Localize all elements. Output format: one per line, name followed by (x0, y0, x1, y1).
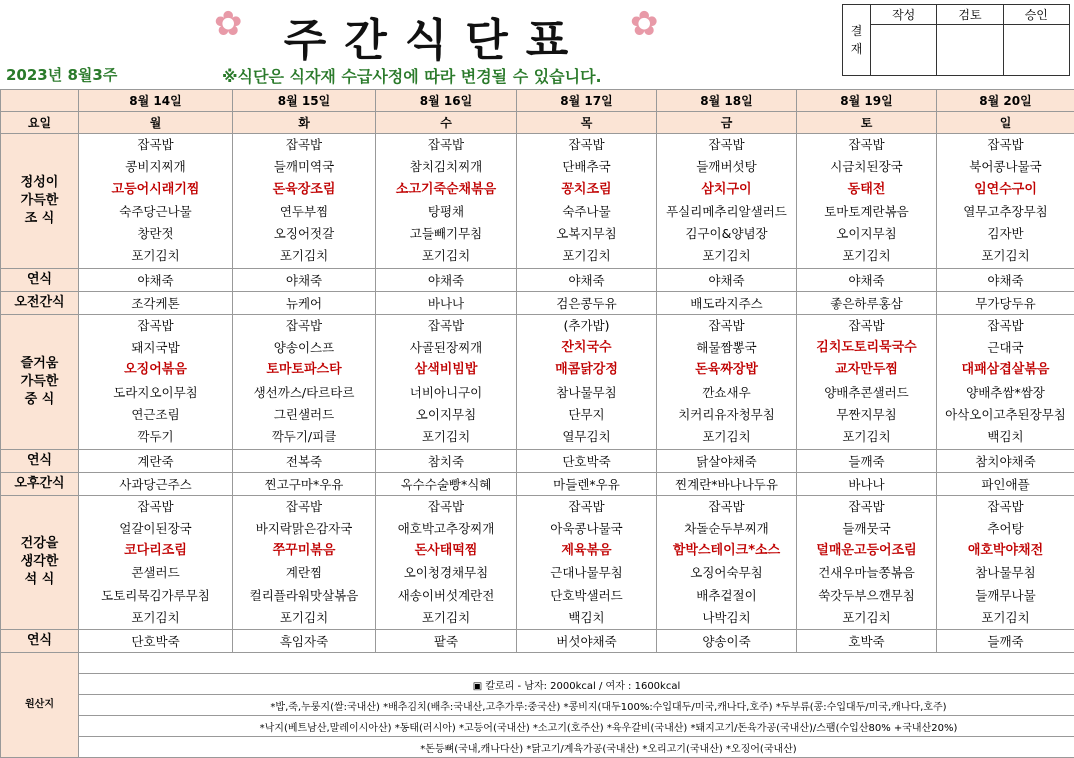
menu-item: 매콤닭강정 (517, 359, 656, 381)
menu-item: 꽁치조림 (517, 179, 656, 201)
menu-item: 김구이&양념장 (657, 223, 796, 245)
menu-item: 포기김치 (233, 607, 375, 629)
menu-item: 근대국 (937, 337, 1074, 359)
cherry-blossom-icon: ✿ (214, 4, 243, 44)
pm-snack-cell: 옥수수술빵*식혜 (376, 472, 517, 495)
breakfast-cell (937, 134, 1074, 269)
menu-item: 깐쇼새우 (657, 382, 796, 404)
meal-label (1, 134, 79, 269)
menu-item: 잡곡밥 (517, 134, 656, 156)
menu-item: 깍두기/피클 (233, 426, 375, 448)
menu-item: 들깨뭇국 (797, 518, 936, 540)
menu-item: 포기김치 (657, 245, 796, 267)
menu-item: 애호박고추장찌개 (376, 518, 516, 540)
date-cell: 8월 20일 (937, 90, 1074, 112)
menu-item: 잡곡밥 (376, 134, 516, 156)
menu-item: 고등어시래기찜 (79, 179, 232, 201)
origin-info: *돈등뼈(국내,캐나다산) *닭고기/계육가공(국내산) *오리고기(국내산) *오징어(국내산) (79, 737, 1074, 758)
menu-item: 깍두기 (79, 426, 232, 448)
menu-item: 들깨버섯탕 (657, 156, 796, 178)
menu-item: 고들빼기무침 (376, 223, 516, 245)
origin-label: 원산지 (1, 653, 79, 758)
menu-item: 근대나물무침 (517, 562, 656, 584)
weekday-label: 요일 (1, 112, 79, 134)
cherry-blossom-icon: ✿ (630, 4, 659, 44)
menu-item: 토마토계란볶음 (797, 201, 936, 223)
menu-item: 삼치구이 (657, 179, 796, 201)
porridge-night-cell: 버섯야채죽 (517, 630, 657, 653)
am-snack-row (1, 291, 1074, 314)
porridge-am-cell: 야채죽 (233, 268, 376, 291)
weekday-cell: 목 (517, 112, 657, 134)
menu-item: 북어콩나물국 (937, 156, 1074, 178)
menu-item: 포기김치 (937, 245, 1074, 267)
am-snack-cell: 바나나 (376, 291, 517, 314)
menu-item: 열무고추장무침 (937, 201, 1074, 223)
pm-snack-cell: 파인애플 (937, 472, 1074, 495)
menu-item: 오이청경채무침 (376, 562, 516, 584)
weekday-cell: 일 (937, 112, 1074, 134)
breakfast-cell (657, 134, 797, 269)
pm-snack-row (1, 472, 1074, 495)
dinner-cell (937, 495, 1074, 630)
porridge-night-cell: 호박죽 (797, 630, 937, 653)
origin-row (1, 653, 1074, 674)
menu-item: 삼색비빔밥 (376, 359, 516, 381)
menu-item: 잡곡밥 (233, 496, 375, 518)
meal-label-line: 가득한 (1, 192, 78, 210)
menu-item: 포기김치 (937, 607, 1074, 629)
menu-item: 제육볶음 (517, 540, 656, 562)
porridge-am-cell: 야채죽 (937, 268, 1074, 291)
origin-info: *낙지(베트남산,말레이시아산) *동태(러시아) *고등어(국내산) *소고기(호주산) *육우갈비(국내산) *돼지고기/돈육가공(국내산)/스팸(수입산80% +국내산20%) (79, 716, 1074, 737)
menu-item: 돼지국밥 (79, 337, 232, 359)
porridge-pm-cell: 닭살야채죽 (657, 449, 797, 472)
menu-item: 열무김치 (517, 426, 656, 448)
menu-item: 그린샐러드 (233, 404, 375, 426)
meal-label-line: 가득한 (1, 373, 78, 391)
date-cell: 8월 15일 (233, 90, 376, 112)
menu-item: 푸실리메추리알샐러드 (657, 201, 796, 223)
page-header (0, 0, 1074, 88)
porridge-night-row (1, 630, 1074, 653)
date-cell: 8월 18일 (657, 90, 797, 112)
menu-item: 단호박샐러드 (517, 585, 656, 607)
menu-item: 토마토파스타 (233, 359, 375, 381)
weekday-cell: 월 (79, 112, 233, 134)
menu-item: 돈육짜장밥 (657, 359, 796, 381)
breakfast-row (1, 134, 1074, 269)
porridge-am-cell: 야채죽 (517, 268, 657, 291)
menu-item: 치커리유자청무침 (657, 404, 796, 426)
porridge-night-cell: 들깨죽 (937, 630, 1074, 653)
weekday-cell: 화 (233, 112, 376, 134)
menu-item: 대패삼겹살볶음 (937, 359, 1074, 381)
menu-item: 오이지무침 (376, 404, 516, 426)
origin-info: *밥,죽,누룽지(쌀:국내산) *배추김치(배추:국내산,고추가루:중국산) *콩비지(대두100%:수입대두/미국,캐나다,호주) *두부류(콩:수입대두/미국,캐나다,호주) (79, 695, 1074, 716)
menu-item: 잡곡밥 (797, 496, 936, 518)
lunch-cell (937, 314, 1074, 449)
date-cell: 8월 16일 (376, 90, 517, 112)
porridge-am-cell: 야채죽 (376, 268, 517, 291)
menu-item: 숙주나물 (517, 201, 656, 223)
menu-item: 숙주당근나물 (79, 201, 232, 223)
menu-item: 잡곡밥 (79, 134, 232, 156)
menu-item: 컬리플라워맛살볶음 (233, 585, 375, 607)
menu-item: 백김치 (937, 426, 1074, 448)
menu-item: 아욱콩나물국 (517, 518, 656, 540)
weekday-cell: 수 (376, 112, 517, 134)
porridge-pm-cell: 들깨죽 (797, 449, 937, 472)
menu-item: 추어탕 (937, 518, 1074, 540)
menu-item: 오징어숙무침 (657, 562, 796, 584)
menu-item: 단배추국 (517, 156, 656, 178)
meal-label: 오전간식 (1, 291, 79, 314)
lunch-row (1, 314, 1074, 449)
porridge-night-cell: 팥죽 (376, 630, 517, 653)
weekday-row (1, 112, 1074, 134)
menu-item: 오이지무침 (797, 223, 936, 245)
meal-label-line: 조 식 (1, 210, 78, 228)
menu-item: 포기김치 (376, 607, 516, 629)
menu-item: 백김치 (517, 607, 656, 629)
menu-item: 얼갈이된장국 (79, 518, 232, 540)
menu-item: 잡곡밥 (376, 496, 516, 518)
porridge-am-cell: 야채죽 (657, 268, 797, 291)
date-row (1, 90, 1074, 112)
menu-item: 계란찜 (233, 562, 375, 584)
lunch-cell (797, 314, 937, 449)
menu-item: 잡곡밥 (376, 315, 516, 337)
am-snack-cell: 검은콩두유 (517, 291, 657, 314)
menu-item: 잡곡밥 (937, 134, 1074, 156)
menu-item: 바지락맑은감자국 (233, 518, 375, 540)
origin-row (1, 737, 1074, 758)
meal-label (1, 495, 79, 630)
lunch-cell (376, 314, 517, 449)
origin-row (1, 716, 1074, 737)
menu-item: 아삭오이고추된장무침 (937, 404, 1074, 426)
am-snack-cell: 좋은하루홍삼 (797, 291, 937, 314)
porridge-pm-cell: 계란죽 (79, 449, 233, 472)
breakfast-cell (517, 134, 657, 269)
menu-item: 들깨미역국 (233, 156, 375, 178)
menu-item: 양배추쌈*쌈장 (937, 382, 1074, 404)
porridge-pm-cell: 참치야채죽 (937, 449, 1074, 472)
dinner-cell (233, 495, 376, 630)
menu-item: 포기김치 (376, 245, 516, 267)
date-cell: 8월 17일 (517, 90, 657, 112)
meal-label: 연식 (1, 268, 79, 291)
porridge-am-row (1, 268, 1074, 291)
menu-item: 잡곡밥 (517, 496, 656, 518)
menu-item: 탕평채 (376, 201, 516, 223)
lunch-cell (657, 314, 797, 449)
menu-item: 잡곡밥 (657, 134, 796, 156)
approval-box (842, 4, 1070, 76)
menu-item: 쭈꾸미볶음 (233, 540, 375, 562)
menu-item: 참치김치찌개 (376, 156, 516, 178)
menu-item: 교자만두찜 (797, 359, 936, 381)
pm-snack-cell: 찐계란*바나나두유 (657, 472, 797, 495)
menu-item: 단무지 (517, 404, 656, 426)
breakfast-cell (376, 134, 517, 269)
menu-item: 잡곡밥 (657, 496, 796, 518)
meal-label-line: 건강을 (1, 535, 78, 553)
menu-item: 차돌순두부찌개 (657, 518, 796, 540)
menu-item: 잡곡밥 (233, 134, 375, 156)
menu-item: 쑥갓두부으깬무침 (797, 585, 936, 607)
menu-item: 포기김치 (233, 245, 375, 267)
meal-label-line: 석 식 (1, 571, 78, 589)
menu-item: 잡곡밥 (797, 315, 936, 337)
menu-table (0, 89, 1074, 758)
menu-item: 코다리조림 (79, 540, 232, 562)
menu-item: 참나물무침 (517, 382, 656, 404)
menu-item: 잡곡밥 (937, 315, 1074, 337)
weekday-cell: 금 (657, 112, 797, 134)
menu-item: 포기김치 (797, 426, 936, 448)
menu-item: 새송이버섯계란전 (376, 585, 516, 607)
approval-review[interactable]: 검토 (937, 5, 1003, 75)
menu-item: 김치도토리묵국수 (797, 337, 936, 359)
lunch-cell (233, 314, 376, 449)
menu-item: 잡곡밥 (657, 315, 796, 337)
origin-info (79, 653, 1074, 674)
pm-snack-cell: 바나나 (797, 472, 937, 495)
dinner-cell (376, 495, 517, 630)
porridge-am-cell: 야채죽 (79, 268, 233, 291)
menu-item: 잡곡밥 (233, 315, 375, 337)
menu-item: 참나물무침 (937, 562, 1074, 584)
menu-item: 시금치된장국 (797, 156, 936, 178)
dinner-cell (797, 495, 937, 630)
date-cell: 8월 19일 (797, 90, 937, 112)
page-title: 주간식단표 (250, 4, 620, 56)
menu-item: 너비아니구이 (376, 382, 516, 404)
menu-item: 오징어볶음 (79, 359, 232, 381)
menu-item: 양배추콘샐러드 (797, 382, 936, 404)
breakfast-cell (79, 134, 233, 269)
menu-item: 포기김치 (517, 245, 656, 267)
menu-item: 콩비지찌개 (79, 156, 232, 178)
menu-item: 사골된장찌개 (376, 337, 516, 359)
dinner-cell (517, 495, 657, 630)
week-label: 2023년 8월3주 (6, 64, 117, 85)
menu-item: 연근조림 (79, 404, 232, 426)
menu-item: 잡곡밥 (79, 315, 232, 337)
notice-text: ※식단은 식자재 수급사정에 따라 변경될 수 있습니다. (222, 64, 602, 87)
origin-row (1, 674, 1074, 695)
porridge-night-cell: 양송이죽 (657, 630, 797, 653)
corner-cell (1, 90, 79, 112)
porridge-night-cell: 단호박죽 (79, 630, 233, 653)
porridge-pm-cell: 단호박죽 (517, 449, 657, 472)
am-snack-cell: 뉴케어 (233, 291, 376, 314)
menu-item: 도라지오이무침 (79, 382, 232, 404)
dinner-row (1, 495, 1074, 630)
approval-label: 결 재 (843, 5, 871, 75)
menu-item: 포기김치 (376, 426, 516, 448)
porridge-night-cell: 흑임자죽 (233, 630, 376, 653)
calorie-info: ▣ 칼로리 - 남자: 2000kcal / 여자 : 1600kcal (79, 674, 1074, 695)
meal-label-line: 즐거움 (1, 355, 78, 373)
menu-item: 포기김치 (79, 245, 232, 267)
menu-item: 연두부찜 (233, 201, 375, 223)
menu-item: 콘샐러드 (79, 562, 232, 584)
meal-label-line: 정성이 (1, 174, 78, 192)
menu-item: 임연수구이 (937, 179, 1074, 201)
menu-item: 잔치국수 (517, 337, 656, 359)
weekday-cell: 토 (797, 112, 937, 134)
am-snack-cell: 배도라지주스 (657, 291, 797, 314)
menu-item: 무짠지무침 (797, 404, 936, 426)
menu-item: 잡곡밥 (79, 496, 232, 518)
menu-item: 오복지무침 (517, 223, 656, 245)
pm-snack-cell: 마들렌*우유 (517, 472, 657, 495)
approval-author[interactable]: 작성 (871, 5, 937, 75)
origin-row (1, 695, 1074, 716)
pm-snack-cell: 사과당근주스 (79, 472, 233, 495)
am-snack-cell: 조각케톤 (79, 291, 233, 314)
meal-label: 연식 (1, 449, 79, 472)
meal-label-line: 중 식 (1, 391, 78, 409)
lunch-cell (517, 314, 657, 449)
lunch-cell (79, 314, 233, 449)
meal-label (1, 314, 79, 449)
meal-label-line: 생각한 (1, 553, 78, 571)
am-snack-cell: 무가당두유 (937, 291, 1074, 314)
dinner-cell (79, 495, 233, 630)
menu-item: 포기김치 (797, 607, 936, 629)
menu-item: 생선까스/타르타르 (233, 382, 375, 404)
pm-snack-cell: 찐고구마*우유 (233, 472, 376, 495)
menu-item: 나박김치 (657, 607, 796, 629)
menu-item: 잡곡밥 (937, 496, 1074, 518)
meal-label: 연식 (1, 630, 79, 653)
dinner-cell (657, 495, 797, 630)
menu-item: 덜매운고등어조림 (797, 540, 936, 562)
menu-item: 오징어젓갈 (233, 223, 375, 245)
menu-item: 배추겉절이 (657, 585, 796, 607)
approval-approve[interactable]: 승인 (1004, 5, 1069, 75)
menu-item: 함박스테이크*소스 (657, 540, 796, 562)
menu-item: 창란젓 (79, 223, 232, 245)
porridge-pm-cell: 참치죽 (376, 449, 517, 472)
menu-item: 잡곡밥 (797, 134, 936, 156)
breakfast-cell (233, 134, 376, 269)
porridge-pm-row (1, 449, 1074, 472)
menu-item: (추가밥) (517, 315, 656, 337)
date-cell: 8월 14일 (79, 90, 233, 112)
menu-item: 소고기죽순채볶음 (376, 179, 516, 201)
menu-item: 양송이스프 (233, 337, 375, 359)
menu-item: 포기김치 (79, 607, 232, 629)
porridge-am-cell: 야채죽 (797, 268, 937, 291)
menu-item: 애호박야채전 (937, 540, 1074, 562)
menu-item: 들깨무나물 (937, 585, 1074, 607)
meal-label: 오후간식 (1, 472, 79, 495)
breakfast-cell (797, 134, 937, 269)
menu-item: 포기김치 (797, 245, 936, 267)
menu-item: 도토리묵김가루무침 (79, 585, 232, 607)
menu-item: 해물짬뽕국 (657, 337, 796, 359)
menu-item: 포기김치 (657, 426, 796, 448)
menu-item: 건새우마늘쫑볶음 (797, 562, 936, 584)
menu-item: 동태전 (797, 179, 936, 201)
menu-item: 돈사태떡찜 (376, 540, 516, 562)
porridge-pm-cell: 전복죽 (233, 449, 376, 472)
menu-item: 돈육장조림 (233, 179, 375, 201)
menu-item: 김자반 (937, 223, 1074, 245)
